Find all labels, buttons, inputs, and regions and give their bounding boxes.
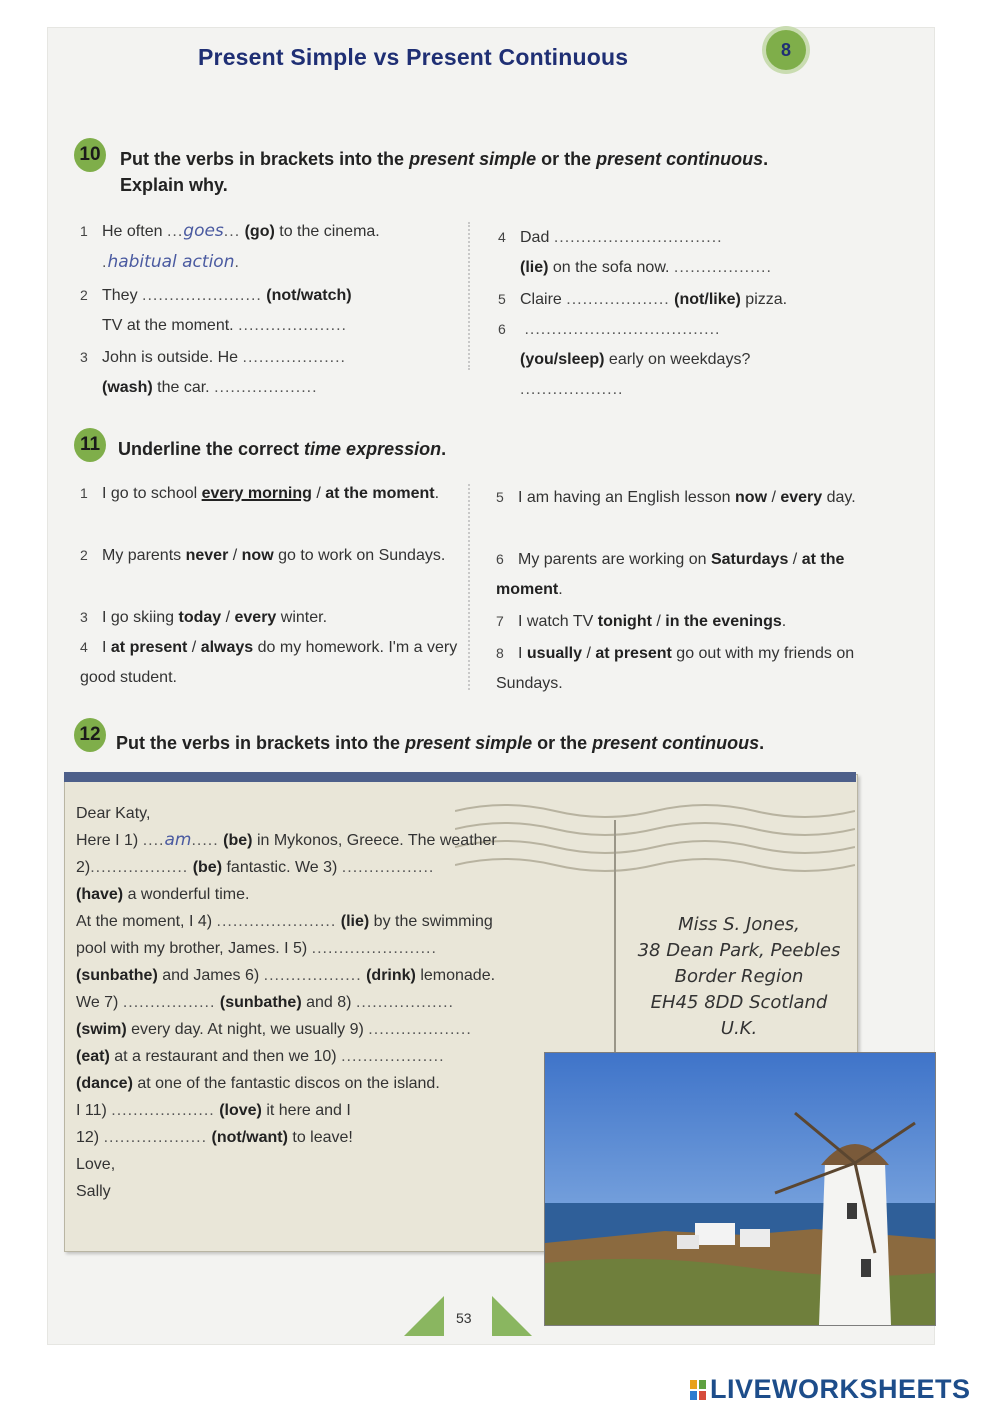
ex10-blank-5[interactable]: ................... <box>566 291 670 308</box>
ex10-answer-1[interactable]: goes <box>183 221 224 241</box>
unit-badge: 8 <box>766 30 806 70</box>
ex12-blank-9[interactable]: ................... <box>368 1021 472 1038</box>
ex11-option-5a[interactable]: now <box>735 489 768 506</box>
ex12-blank-4[interactable]: ...................... <box>216 913 337 930</box>
ex12-blank-6[interactable]: .................. <box>263 967 362 984</box>
ex10-item-4: 4 Dad ............................... (lie) on the sofa now. .................. <box>498 229 772 276</box>
ex11-option-6a[interactable]: Saturdays <box>710 551 789 568</box>
ex11-option-3a[interactable]: today <box>178 609 222 626</box>
ex11-option-2b[interactable]: now <box>241 547 274 564</box>
ex11-item-8: 8 I usually / at present go out with my friends on Sundays. <box>496 645 855 692</box>
ex11-option-6b[interactable]: at the moment <box>496 551 845 598</box>
ex11-item-2: 2 My parents never / now go to work on Sundays. <box>80 547 446 564</box>
ex10-blank-6[interactable]: .................................... <box>524 321 721 338</box>
ex10-reason-4[interactable]: .................. <box>673 259 772 276</box>
ex11-item-3: 3 I go skiing today / every winter. <box>80 609 328 626</box>
exercise-11-number: 11 <box>74 428 106 462</box>
postcard-letter: Dear Katy, Here I 1) ....am..... (be) in Mykonos, Greece. The weather 2).................. (be) fantastic. We 3) ................. (have) a wonderful time. At the moment, I 4) ...................... (lie) by the swimming pool with my brother, James. I 5) ....................... (sunbathe) and James 6) .................. (drink) lemonade. We 7) ................. (sunbathe) and 8) .................. (swim) every day. At night, we usually 9) ................... (eat) at a restaurant and then we 10) ................... (dance) at one of the fantastic discos on the island. I 11) ................... (love) it here and I 12) ................... (not/want) to leave! Love, Sally <box>76 805 497 1200</box>
ex10-item-5: 5 Claire ................... (not/like) pizza. <box>498 291 788 308</box>
ex12-blank-7[interactable]: ................. <box>122 994 216 1011</box>
ex11-option-4b[interactable]: always <box>200 639 254 656</box>
page-title: Present Simple vs Present Continuous <box>198 44 629 70</box>
ex11-option-7b[interactable]: in the evenings <box>665 613 782 630</box>
ex10-item-2: 2 They ...................... (not/watch) TV at the moment. .................... <box>80 287 352 334</box>
ex10-reason-6[interactable]: ................... <box>520 381 624 398</box>
liveworksheets-brand[interactable]: LIVEWORKSHEETS <box>690 1374 971 1405</box>
ex10-item-6: 6 .................................... (you/sleep) early on weekdays? ................... <box>498 321 751 398</box>
ex12-blank-12[interactable]: ................... <box>103 1129 208 1146</box>
ex10-blank-3[interactable]: ................... <box>242 349 346 366</box>
exercise-12-instruction: Put the verbs in brackets into the present simple or the present continuous. <box>116 733 765 753</box>
ex10-item-1: 1 He often ...goes... (go) to the cinema. .habitual action. <box>80 221 380 272</box>
ex11-option-8b[interactable]: at present <box>595 645 672 662</box>
ex11-option-8a[interactable]: usually <box>526 645 583 662</box>
postcard-address: Miss S. Jones, 38 Dean Park, Peebles Border Region EH45 8DD Scotland U.K. <box>637 914 841 1039</box>
ex11-option-7a[interactable]: tonight <box>597 613 652 630</box>
postcard-top-strip <box>64 772 856 782</box>
ex11-item-1: 1 I go to school every morning / at the moment. <box>80 485 440 502</box>
exercise-10-number: 10 <box>74 138 106 172</box>
ex12-blank-8[interactable]: .................. <box>355 994 454 1011</box>
ex11-item-6: 6 My parents are working on Saturdays / at the moment. <box>496 551 845 598</box>
ex10-blank-2[interactable]: ...................... <box>142 287 262 304</box>
exercise-12-number: 12 <box>74 718 106 752</box>
ex10-reason-3[interactable]: ................... <box>214 379 318 396</box>
ex12-blank-3[interactable]: ................. <box>341 859 435 876</box>
liveworksheets-logo-icon <box>690 1380 706 1400</box>
ex11-option-4a[interactable]: at present <box>110 639 188 656</box>
ex10-item-3: 3 John is outside. He ................... (wash) the car. ................... <box>80 349 346 396</box>
windmill-photo <box>544 1052 936 1326</box>
page-number: 53 <box>456 1310 472 1326</box>
ex11-option-3b[interactable]: every <box>234 609 277 626</box>
ex10-answer-1b[interactable]: habitual action <box>107 252 235 272</box>
page-corner-right <box>492 1296 532 1336</box>
ex10-reason-2[interactable]: .................... <box>238 317 347 334</box>
ex11-option-5b[interactable]: every <box>780 489 823 506</box>
ex12-blank-10[interactable]: ................... <box>341 1048 445 1065</box>
column-divider-2 <box>468 484 470 690</box>
ex10-blank-4[interactable]: ............................... <box>553 229 723 246</box>
ex12-blank-11[interactable]: ................... <box>111 1102 215 1119</box>
exercise-11-instruction: Underline the correct time expression. <box>118 439 447 459</box>
ex11-item-4: 4 I at present / always do my homework. I'm a very good student. <box>80 639 458 686</box>
ex11-item-7: 7 I watch TV tonight / in the evenings. <box>496 613 787 630</box>
exercise-10-instruction: Put the verbs in brackets into the present simple or the present continuous. Explain why. <box>120 149 769 195</box>
page-corner-left <box>404 1296 444 1336</box>
ex11-item-5: 5 I am having an English lesson now / every day. <box>496 489 856 506</box>
ex11-option-1b[interactable]: at the moment <box>325 485 435 502</box>
ex12-answer-1[interactable]: am <box>164 830 192 850</box>
ex11-option-1a[interactable]: every morning <box>201 485 312 502</box>
ex12-blank-2[interactable]: .................. <box>90 859 189 876</box>
ex11-option-2a[interactable]: never <box>185 547 229 564</box>
ex12-blank-5[interactable]: ....................... <box>311 940 437 957</box>
column-divider <box>468 222 470 370</box>
